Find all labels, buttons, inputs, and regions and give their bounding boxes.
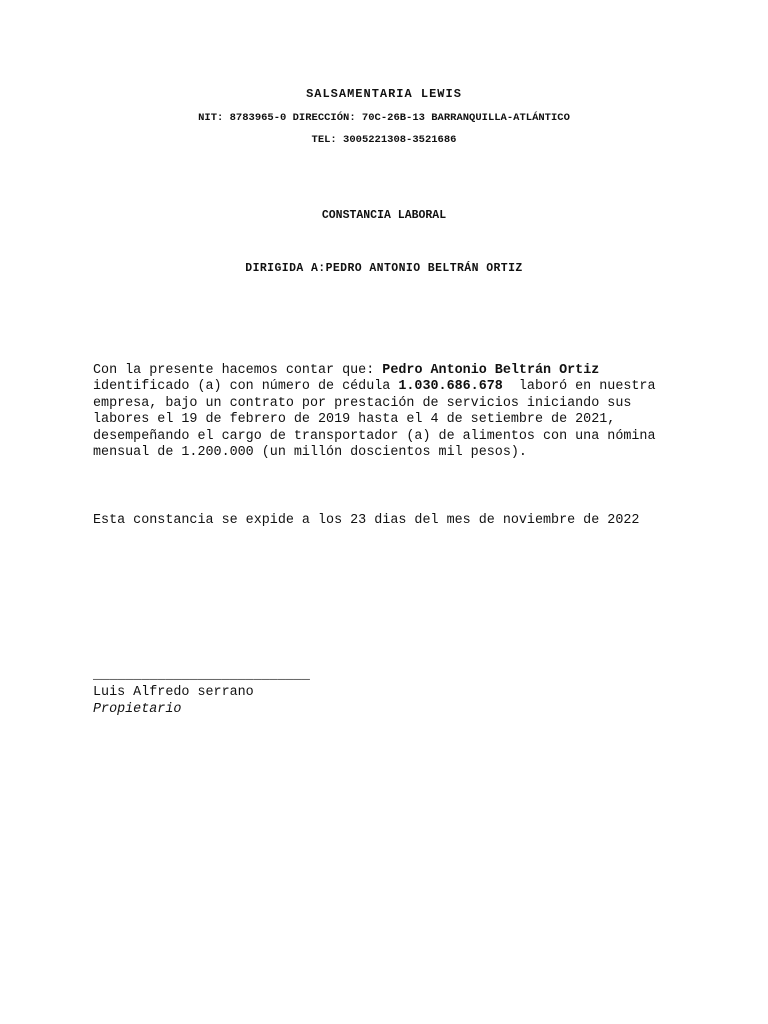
document-addressee: DIRIGIDA A:PEDRO ANTONIO BELTRÁN ORTIZ: [245, 262, 523, 275]
paragraph-lead: Con la presente hacemos contar que:: [93, 363, 383, 378]
id-text: identificado (a) con número de cédula: [93, 379, 399, 395]
certification-paragraph: [93, 363, 693, 461]
signer-role: Propietario: [93, 702, 182, 717]
signature-line: ___________________________: [93, 668, 310, 683]
signer-name: Luis Alfredo serrano: [93, 685, 254, 700]
id-number: 1.030.686.678: [398, 379, 503, 395]
company-nit-address: NIT: 8783965-0 DIRECCIÓN: 70C-26B-13 BARRANQUILLA-ATLÁNTICO: [198, 112, 570, 124]
company-name: SALSAMENTARIA LEWIS: [306, 87, 462, 101]
document-title: CONSTANCIA LABORAL: [321, 209, 447, 222]
paragraph-rest: laboró en nuestra empresa, bajo un contrato por prestación de servicios iniciando sus labores el 19 de febrero de 2019 hasta el 4 de setiembre de 2021, desempeñando el cargo de transportador (a) de alimentos con una nómina mensual de 1.200.000 (un millón doscientos mil pesos).: [93, 379, 664, 461]
issue-date-paragraph: Esta constancia se expide a los 23 dias del mes de noviembre de 2022: [93, 513, 640, 528]
employee-name: Pedro Antonio Beltrán Ortiz: [382, 363, 600, 378]
company-phone: TEL: 3005221308-3521686: [311, 134, 457, 146]
